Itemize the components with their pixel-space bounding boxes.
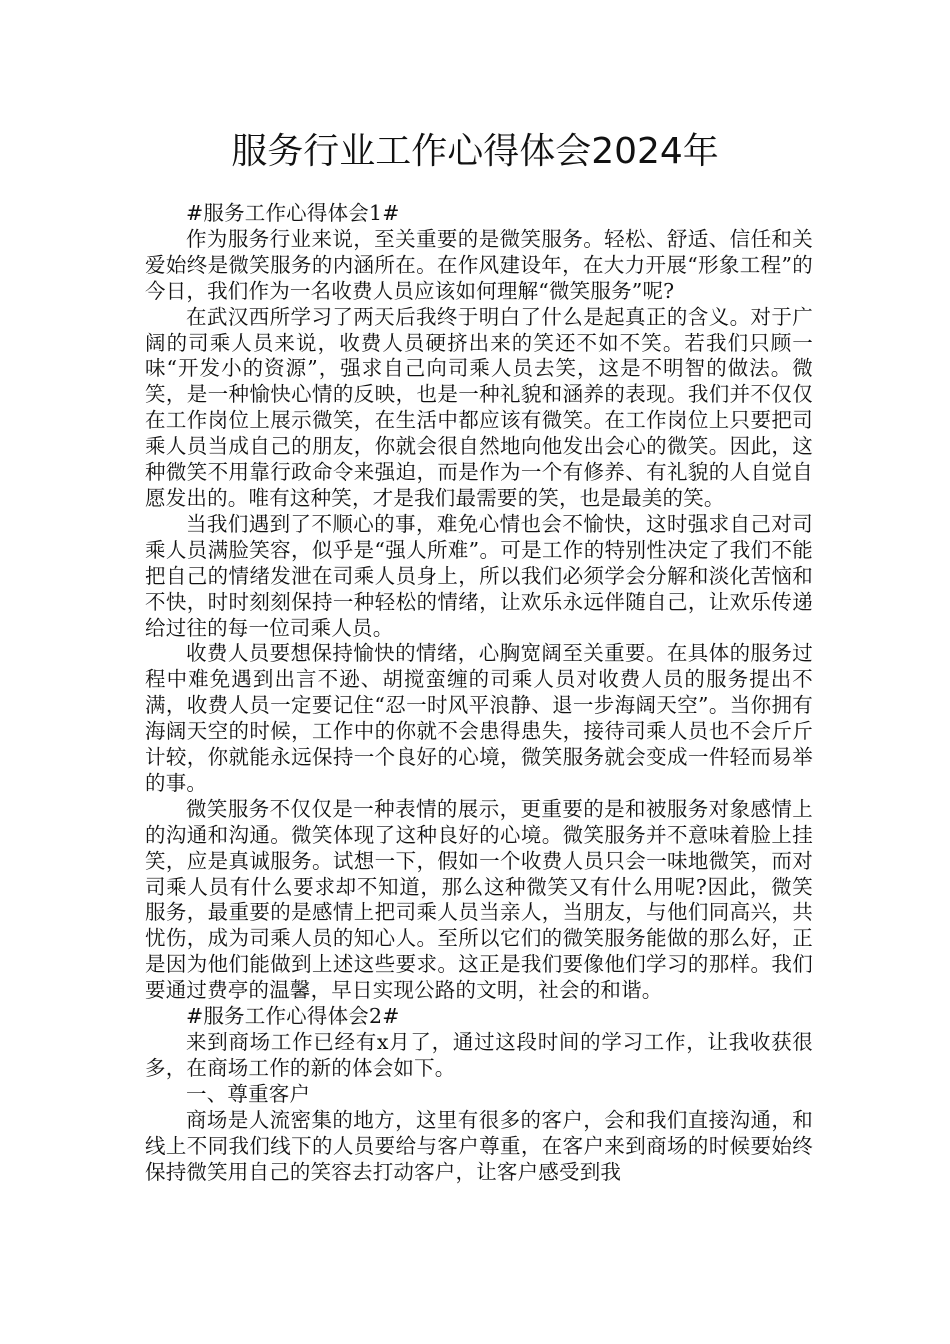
paragraph: 在武汉西所学习了两天后我终于明白了什么是起真正的含义。对于广阔的司乘人员来说，收费人员硬挤出来的笑还不如不笑。若我们只顾一味“开发小的资源”，强求自己向司乘人员去笑，这是不明智的做法。微笑，是一种愉快心情的反映，也是一种礼貌和涵养的表现。我们并不仅仅在工作岗位上展示微笑，在生活中都应该有微笑。在工作岗位上只要把司乘人员当成自己的朋友，你就会很自然地向他发出会心的微笑。因此，这种微笑不用靠行政命令来强迫，而是作为一个有修养、有礼貌的人自觉自愿发出的。唯有这种笑，才是我们最需要的笑，也是最美的笑。 xyxy=(145,304,813,510)
paragraph: 商场是人流密集的地方，这里有很多的客户，会和我们直接沟通，和线上不同我们线下的人员要给与客户尊重，在客户来到商场的时候要始终保持微笑用自己的笑容去打动客户，让客户感受到我 xyxy=(145,1107,813,1184)
document-title: 服务行业工作心得体会2024年 xyxy=(231,131,719,172)
paragraph: 微笑服务不仅仅是一种表情的展示，更重要的是和被服务对象感情上的沟通和沟通。微笑体现了这种良好的心境。微笑服务并不意味着脸上挂笑，应是真诚服务。试想一下，假如一个收费人员只会一味地微笑，而对司乘人员有什么要求却不知道，那么这种微笑又有什么用呢?因此，微笑服务，最重要的是感情上把司乘人员当亲人，当朋友，与他们同高兴，共忧伤，成为司乘人员的知心人。至所以它们的微笑服务能做的那么好，正是因为他们能做到上述这些要求。这正是我们要像他们学习的那样。我们要通过费亭的温馨，早日实现公路的文明，社会的和谐。 xyxy=(145,796,813,1003)
section-heading-2: #服务工作心得体会2# xyxy=(186,1004,400,1029)
document-body xyxy=(145,201,813,1185)
section-heading-1: #服务工作心得体会1# xyxy=(186,201,400,225)
paragraph: 当我们遇到了不顺心的事，难免心情也会不愉快，这时强求自己对司乘人员满脸笑容，似乎是“强人所难”。可是工作的特别性决定了我们不能把自己的情绪发泄在司乘人员身上，所以我们必须学会分解和淡化苦恼和不快，时时刻刻保持一种轻松的情绪，让欢乐永远伴随自己，让欢乐传递给过往的每一位司乘人员。 xyxy=(145,511,813,640)
paragraph: 作为服务行业来说，至关重要的是微笑服务。轻松、舒适、信任和关爱始终是微笑服务的内涵所在。在作风建设年，在大力开展“形象工程”的今日，我们作为一名收费人员应该如何理解“微笑服务”呢? xyxy=(145,226,813,303)
paragraph: 来到商场工作已经有x月了，通过这段时间的学习工作，让我收获很多，在商场工作的新的体会如下。 xyxy=(145,1030,813,1080)
paragraph: 收费人员要想保持愉快的情绪，心胸宽阔至关重要。在具体的服务过程中难免遇到出言不逊、胡搅蛮缠的司乘人员对收费人员的服务提出不满，收费人员一定要记住“忍一时风平浪静、退一步海阔天空”。当你拥有海阔天空的时候，工作中的你就不会患得患失，接待司乘人员也不会斤斤计较，你就能永远保持一个良好的心境，微笑服务就会变成一件轻而易举的事。 xyxy=(145,641,813,795)
subsection-heading: 一、尊重客户 xyxy=(186,1081,311,1106)
